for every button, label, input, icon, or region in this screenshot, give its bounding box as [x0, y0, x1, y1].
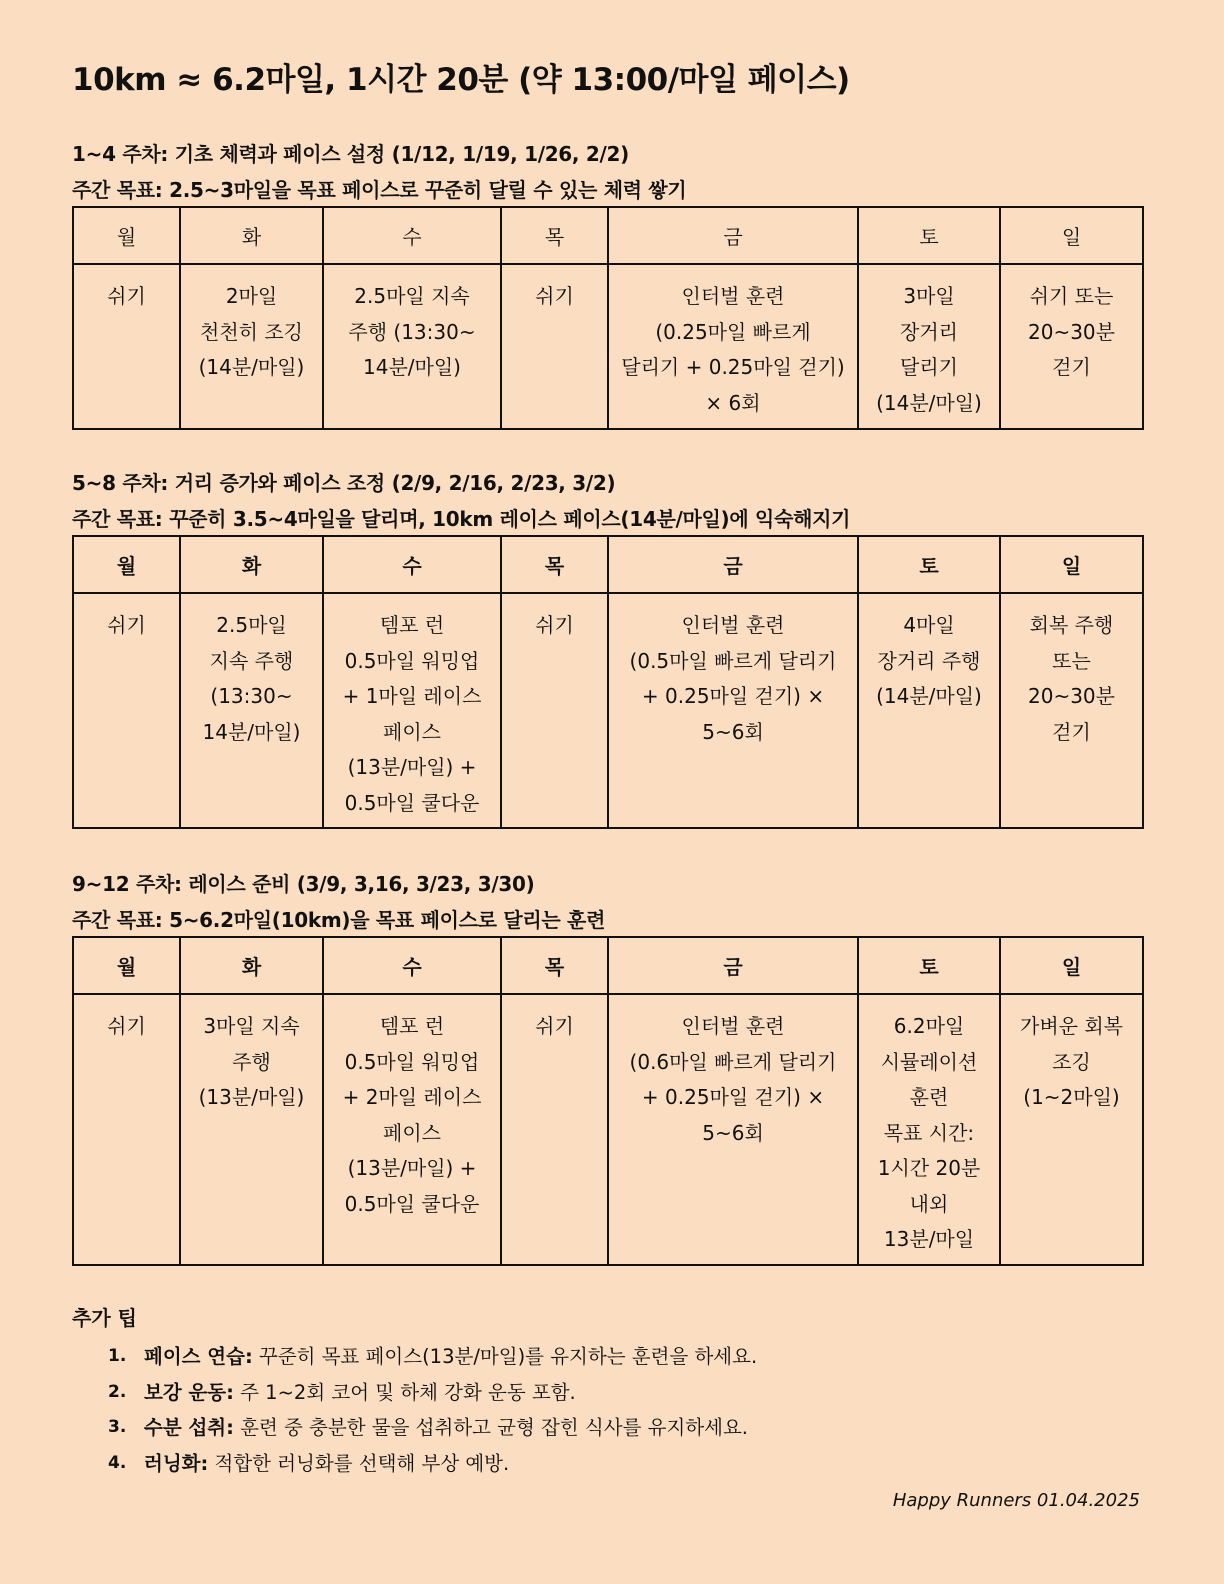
- day-header: 일: [1000, 536, 1143, 593]
- cell-line: × 6회: [705, 390, 761, 415]
- phase-block-3: [72, 866, 1142, 1266]
- cell-line: 쉬기: [107, 613, 146, 637]
- tip-term: 수분 섭취:: [144, 1416, 234, 1439]
- cell-line: 5~6회: [702, 719, 764, 744]
- day-header: 토: [858, 536, 1000, 593]
- cell-line: 달리기 + 0.25마일 걷기): [621, 355, 845, 379]
- cell-line: 걷기: [1052, 355, 1091, 379]
- tip-text: 훈련 중 충분한 물을 섭취하고 균형 잡힌 식사를 유지하세요.: [233, 1416, 749, 1439]
- cell-line: 장거리: [900, 319, 958, 344]
- cell-line: 조깅: [1052, 1049, 1091, 1074]
- day-header: 금: [608, 937, 858, 994]
- schedule-cell: [501, 994, 608, 1265]
- day-header: 화: [180, 937, 323, 994]
- cell-line: 템포 런: [379, 613, 445, 637]
- cell-line: 13분/마일: [883, 1227, 975, 1251]
- cell-line: 쉬기: [535, 613, 574, 637]
- cell-line: + 1마일 레이스: [342, 684, 482, 708]
- day-header: 금: [608, 207, 858, 264]
- cell-line: 달리기: [900, 355, 958, 379]
- day-header: 목: [501, 536, 608, 593]
- tip-text: 꾸준히 목표 페이스(13분/마일)를 유지하는 훈련을 하세요.: [252, 1345, 758, 1368]
- schedule-table: [72, 936, 1144, 1266]
- cell-line: (14분/마일): [876, 390, 982, 415]
- tip-text: 주 1~2회 코어 및 하체 강화 운동 포함.: [233, 1380, 576, 1404]
- tip-number: 3.: [108, 1417, 127, 1437]
- schedule-cell: [501, 264, 608, 429]
- cell-line: (14분/마일): [876, 684, 982, 708]
- schedule-cell: [501, 593, 608, 828]
- tip-term: 러닝화:: [144, 1451, 209, 1475]
- tip-item: [72, 1446, 1142, 1482]
- cell-line: 내외: [909, 1191, 949, 1216]
- cell-line: (0.6마일 빠르게 달리기: [629, 1049, 837, 1074]
- cell-line: 쉬기: [107, 1014, 146, 1038]
- tip-item: [72, 1375, 1142, 1411]
- cell-line: 1시간 20분: [877, 1156, 981, 1180]
- cell-line: 0.5마일 쿨다운: [344, 1191, 480, 1216]
- cell-line: 회복 주행: [1029, 613, 1114, 637]
- tip-number: 1.: [108, 1346, 127, 1366]
- cell-line: (14분/마일): [198, 355, 305, 379]
- schedule-cell: [73, 593, 180, 828]
- cell-line: 페이스: [383, 1120, 441, 1145]
- schedule-cell: [180, 264, 323, 429]
- cell-line: (13분/마일): [198, 1085, 305, 1109]
- day-header: 일: [1000, 937, 1143, 994]
- day-header: 화: [180, 536, 323, 593]
- cell-line: 또는: [1052, 648, 1091, 673]
- schedule-cell: [1000, 994, 1143, 1265]
- cell-line: + 0.25마일 걷기) ×: [641, 1085, 825, 1109]
- tip-term: 페이스 연습:: [144, 1345, 253, 1368]
- day-header: 목: [501, 207, 608, 264]
- day-header-row: [73, 207, 1143, 264]
- cell-line: (13분/마일) +: [347, 755, 477, 779]
- cell-line: 0.5마일 쿨다운: [344, 790, 480, 815]
- day-header: 화: [180, 207, 323, 264]
- cell-line: 5~6회: [702, 1120, 764, 1145]
- schedule-cell: [323, 264, 501, 429]
- cell-line: 지속 주행: [209, 648, 294, 673]
- cell-line: 3마일: [903, 284, 955, 308]
- cell-line: 0.5마일 워밍업: [344, 648, 480, 673]
- cell-line: (0.5마일 빠르게 달리기: [629, 648, 837, 673]
- cell-line: 주행 (13:30~: [348, 319, 476, 344]
- cell-line: 2.5마일: [216, 613, 287, 637]
- cell-line: 주행: [232, 1049, 271, 1074]
- tip-term: 보강 운동:: [144, 1380, 234, 1404]
- cell-line: 걷기: [1052, 719, 1091, 744]
- tip-text: 적합한 러닝화를 선택해 부상 예방.: [208, 1451, 510, 1475]
- day-header: 목: [501, 937, 608, 994]
- phase-heading: 5~8 주차: 거리 증가와 페이스 조정 (2/9, 2/16, 2/23, 3/2): [72, 471, 616, 495]
- footer-signature: Happy Runners 01.04.2025: [892, 1490, 1140, 1511]
- cell-line: 4마일: [903, 613, 955, 637]
- day-header: 토: [858, 207, 1000, 264]
- cell-line: 시뮬레이션: [880, 1049, 978, 1074]
- phase-goal: 주간 목표: 꾸준히 3.5~4마일을 달리며, 10km 레이스 페이스(14분/마일)에 익숙해지기: [72, 507, 851, 531]
- day-header-row: [73, 937, 1143, 994]
- schedule-cell: [858, 994, 1000, 1265]
- cell-line: 인터벌 훈련: [681, 613, 785, 637]
- cell-line: (1~2마일): [1023, 1085, 1120, 1109]
- schedule-cell: [1000, 593, 1143, 828]
- schedule-row: [73, 593, 1143, 828]
- day-header: 수: [323, 536, 501, 593]
- cell-line: + 2마일 레이스: [342, 1085, 482, 1109]
- cell-line: 쉬기: [107, 284, 146, 308]
- phase-goal: 주간 목표: 2.5~3마일을 목표 페이스로 꾸준히 달릴 수 있는 체력 쌓기: [72, 178, 687, 202]
- cell-line: 장거리 주행: [877, 648, 981, 673]
- cell-line: (13분/마일) +: [347, 1156, 477, 1180]
- cell-line: 인터벌 훈련: [681, 1014, 785, 1038]
- day-header: 금: [608, 536, 858, 593]
- cell-line: 쉬기 또는: [1029, 284, 1114, 308]
- cell-line: 14분/마일): [363, 355, 461, 379]
- schedule-row: [73, 994, 1143, 1265]
- phase-heading: 9~12 주차: 레이스 준비 (3/9, 3,16, 3/23, 3/30): [72, 872, 535, 896]
- cell-line: 2.5마일 지속: [354, 284, 470, 308]
- day-header: 월: [73, 536, 180, 593]
- day-header: 수: [323, 207, 501, 264]
- cell-line: 20~30분: [1028, 684, 1115, 708]
- phase-block-2: [72, 465, 1142, 829]
- day-header: 토: [858, 937, 1000, 994]
- tips-list: [72, 1339, 1142, 1481]
- cell-line: 인터벌 훈련: [681, 284, 785, 308]
- schedule-table: [72, 206, 1144, 430]
- day-header: 월: [73, 207, 180, 264]
- tip-item: [72, 1339, 1142, 1375]
- day-header: 수: [323, 937, 501, 994]
- phase-block-1: [72, 136, 1142, 430]
- tip-item: [72, 1410, 1142, 1446]
- additional-tips: [72, 1302, 1142, 1481]
- cell-line: 템포 런: [379, 1014, 445, 1038]
- schedule-cell: [608, 264, 858, 429]
- cell-line: 쉬기: [535, 1014, 574, 1038]
- phase-goal: 주간 목표: 5~6.2마일(10km)을 목표 페이스로 달리는 훈련: [72, 908, 606, 932]
- cell-line: 훈련: [909, 1085, 949, 1109]
- schedule-row: [73, 264, 1143, 429]
- cell-line: 2마일: [225, 284, 278, 308]
- cell-line: 목표 시간:: [883, 1120, 975, 1145]
- cell-line: 페이스: [383, 719, 441, 744]
- cell-line: 천천히 조깅: [200, 319, 303, 344]
- day-header-row: [73, 536, 1143, 593]
- schedule-cell: [73, 264, 180, 429]
- cell-line: 20~30분: [1028, 319, 1115, 344]
- cell-line: 쉬기: [535, 284, 574, 308]
- day-header: 월: [73, 937, 180, 994]
- schedule-cell: [323, 994, 501, 1265]
- cell-line: + 0.25마일 걷기) ×: [641, 684, 825, 708]
- cell-line: 3마일 지속: [203, 1014, 300, 1038]
- phase-heading: 1~4 주차: 기초 체력과 페이스 설정 (1/12, 1/19, 1/26, 2/2): [72, 142, 629, 166]
- cell-line: 14분/마일): [202, 719, 301, 744]
- schedule-cell: [323, 593, 501, 828]
- schedule-cell: [858, 593, 1000, 828]
- schedule-cell: [608, 593, 858, 828]
- cell-line: (0.25마일 빠르게: [655, 319, 811, 344]
- schedule-cell: [858, 264, 1000, 429]
- cell-line: 6.2마일: [893, 1014, 965, 1038]
- schedule-table: [72, 535, 1144, 829]
- cell-line: 0.5마일 워밍업: [344, 1049, 480, 1074]
- tip-number: 2.: [108, 1381, 127, 1402]
- cell-line: 가벼운 회복: [1020, 1014, 1123, 1038]
- schedule-cell: [608, 994, 858, 1265]
- schedule-cell: [180, 994, 323, 1265]
- document-title: 10km ≈ 6.2마일, 1시간 20분 (약 13:00/마일 페이스): [72, 62, 850, 98]
- schedule-cell: [73, 994, 180, 1265]
- cell-line: (13:30~: [210, 684, 293, 708]
- tip-number: 4.: [108, 1452, 127, 1473]
- schedule-cell: [1000, 264, 1143, 429]
- schedule-cell: [180, 593, 323, 828]
- day-header: 일: [1000, 207, 1143, 264]
- tips-title: 추가 팁: [72, 1306, 137, 1330]
